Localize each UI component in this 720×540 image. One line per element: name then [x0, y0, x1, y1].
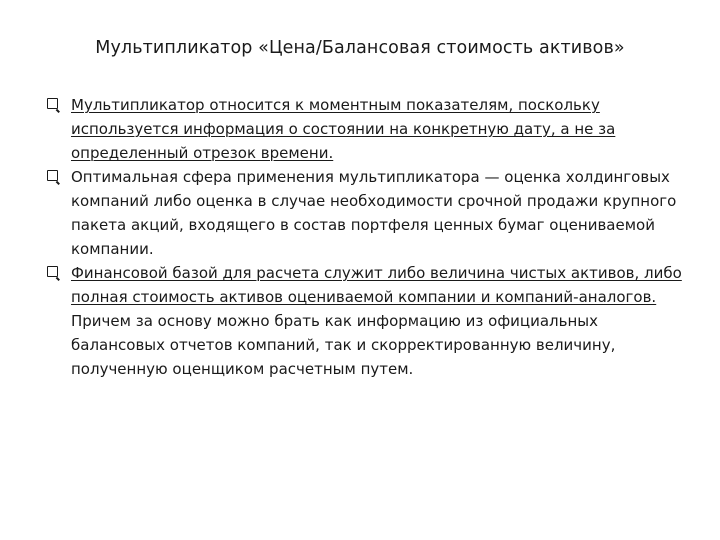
bullet-text: Оптимальная сфера применения мультипликатора — оценка холдинговых компаний либо оценка в случае необходимости срочной продажи крупного пакета акций, входящего в состав портфеля ценных бумаг оцениваемой компании. [71, 168, 677, 258]
slide-title: Мультипликатор «Цена/Балансовая стоимость активов» [95, 38, 625, 58]
bullet-text: Причем за основу можно брать как информацию из официальных балансовых отчетов компаний, так и скорректированную величину, полученную оценщиком расчетным путем. [71, 312, 616, 378]
bullet-item [46, 261, 686, 381]
bullet-underlined-text: Мультипликатор относится к моментным показателям, поскольку используется информация о состоянии на конкретную дату, а не за определенный отрезок времени. [71, 96, 616, 162]
bullet-item [46, 165, 686, 261]
checkbox-bullet-icon [47, 266, 58, 277]
bullet-item [46, 93, 686, 165]
bullet-underlined-text: Финансовой базой для расчета служит либо величина чистых активов, либо полная стоимость активов оцениваемой компании и компаний-аналогов. [71, 264, 682, 306]
bullet-list [46, 93, 686, 381]
checkbox-bullet-icon [47, 170, 58, 181]
checkbox-bullet-icon [47, 98, 58, 109]
